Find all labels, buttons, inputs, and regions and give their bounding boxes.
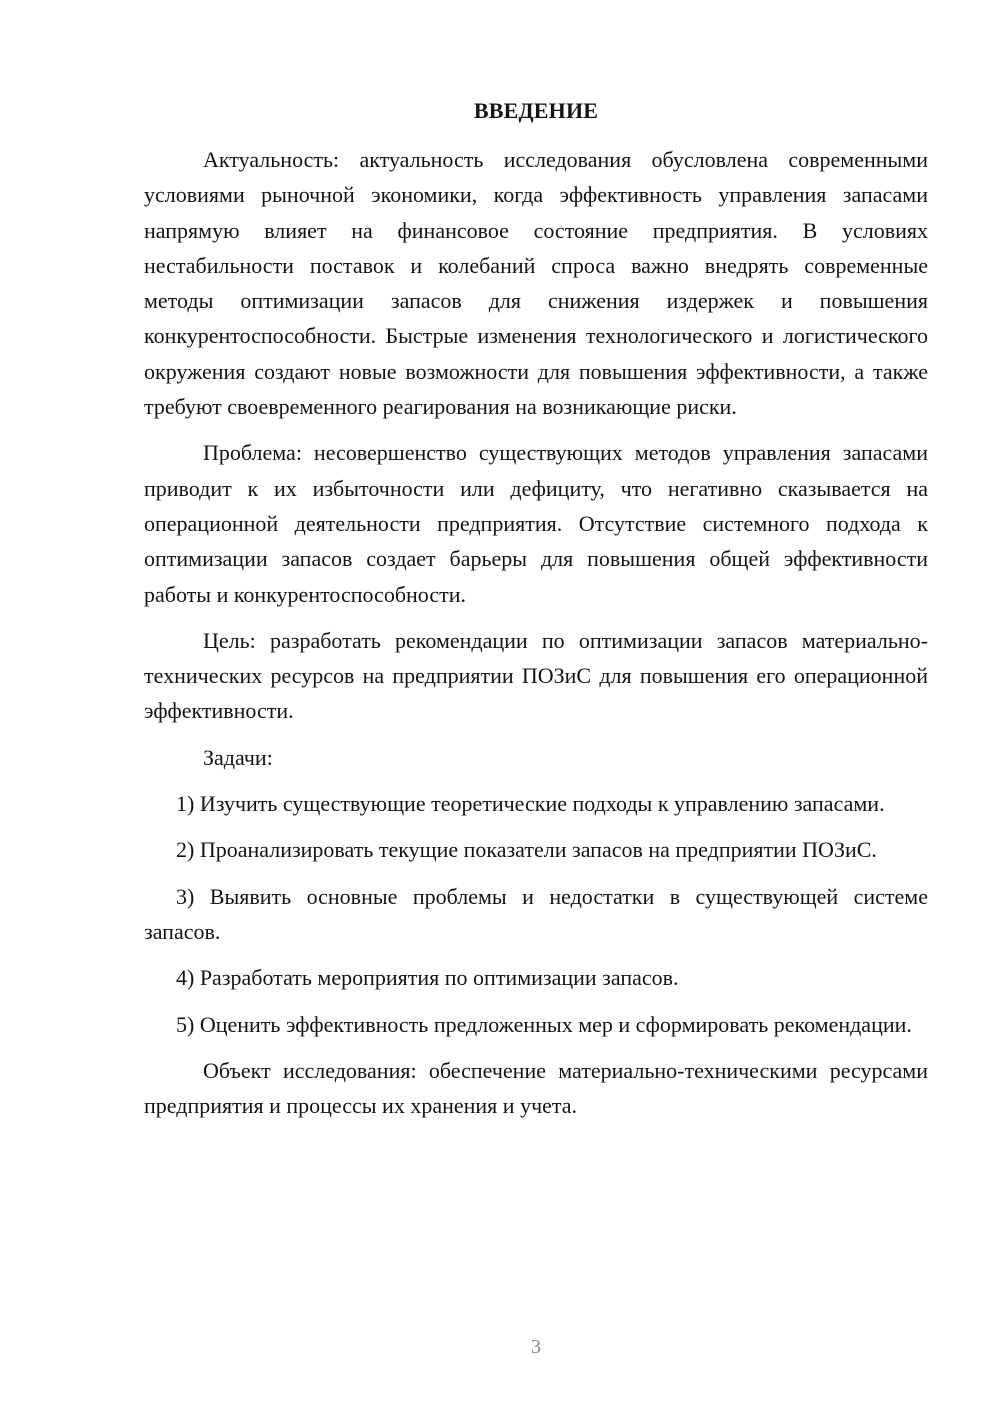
relevance-paragraph: Актуальность: актуальность исследования обусловлена современными условиями рыночной экономики, когда эффективность управления запасами напрямую влияет на финансовое состояние предприятия. В условиях нестабильности поставок и колебаний спроса важно внедрять современные методы оптимизации запасов для снижения издержек и повышения конкурентоспособности. Быстрые изменения технологического и логистического окружения создают новые возможности для повышения эффективности, а также требуют своевременного реагирования на возникающие риски. (144, 147, 928, 420)
goal-paragraph: Цель: разработать рекомендации по оптимизации запасов материально-технических ресурсов на предприятии ПОЗиС для повышения его операционной эффективности. (144, 627, 928, 724)
page-number: 3 (531, 1336, 541, 1358)
tasks-heading: Задачи: (203, 744, 273, 770)
task-item-4: 4) Разработать мероприятия по оптимизации запасов. (176, 965, 679, 991)
section-title: ВВЕДЕНИЕ (473, 98, 599, 123)
document-body (144, 142, 928, 1134)
task-item-3: 3) Выявить основные проблемы и недостатки в существующей системе запасов. (144, 883, 928, 944)
problem-paragraph: Проблема: несовершенство существующих методов управления запасами приводит к их избыточности или дефициту, что негативно сказывается на операционной деятельности предприятия. Отсутствие системного подхода к оптимизации запасов создает барьеры для повышения общей эффективности работы и конкурентоспособности. (144, 440, 928, 607)
task-item-2: 2) Проанализировать текущие показатели запасов на предприятии ПОЗиС. (176, 837, 877, 863)
task-item-1: 1) Изучить существующие теоретические подходы к управлению запасами. (176, 791, 885, 817)
object-paragraph: Объект исследования: обеспечение материально-техническими ресурсами предприятия и процессы их хранения и учета. (144, 1057, 928, 1119)
task-item-5: 5) Оценить эффективность предложенных мер и сформировать рекомендации. (176, 1011, 912, 1037)
